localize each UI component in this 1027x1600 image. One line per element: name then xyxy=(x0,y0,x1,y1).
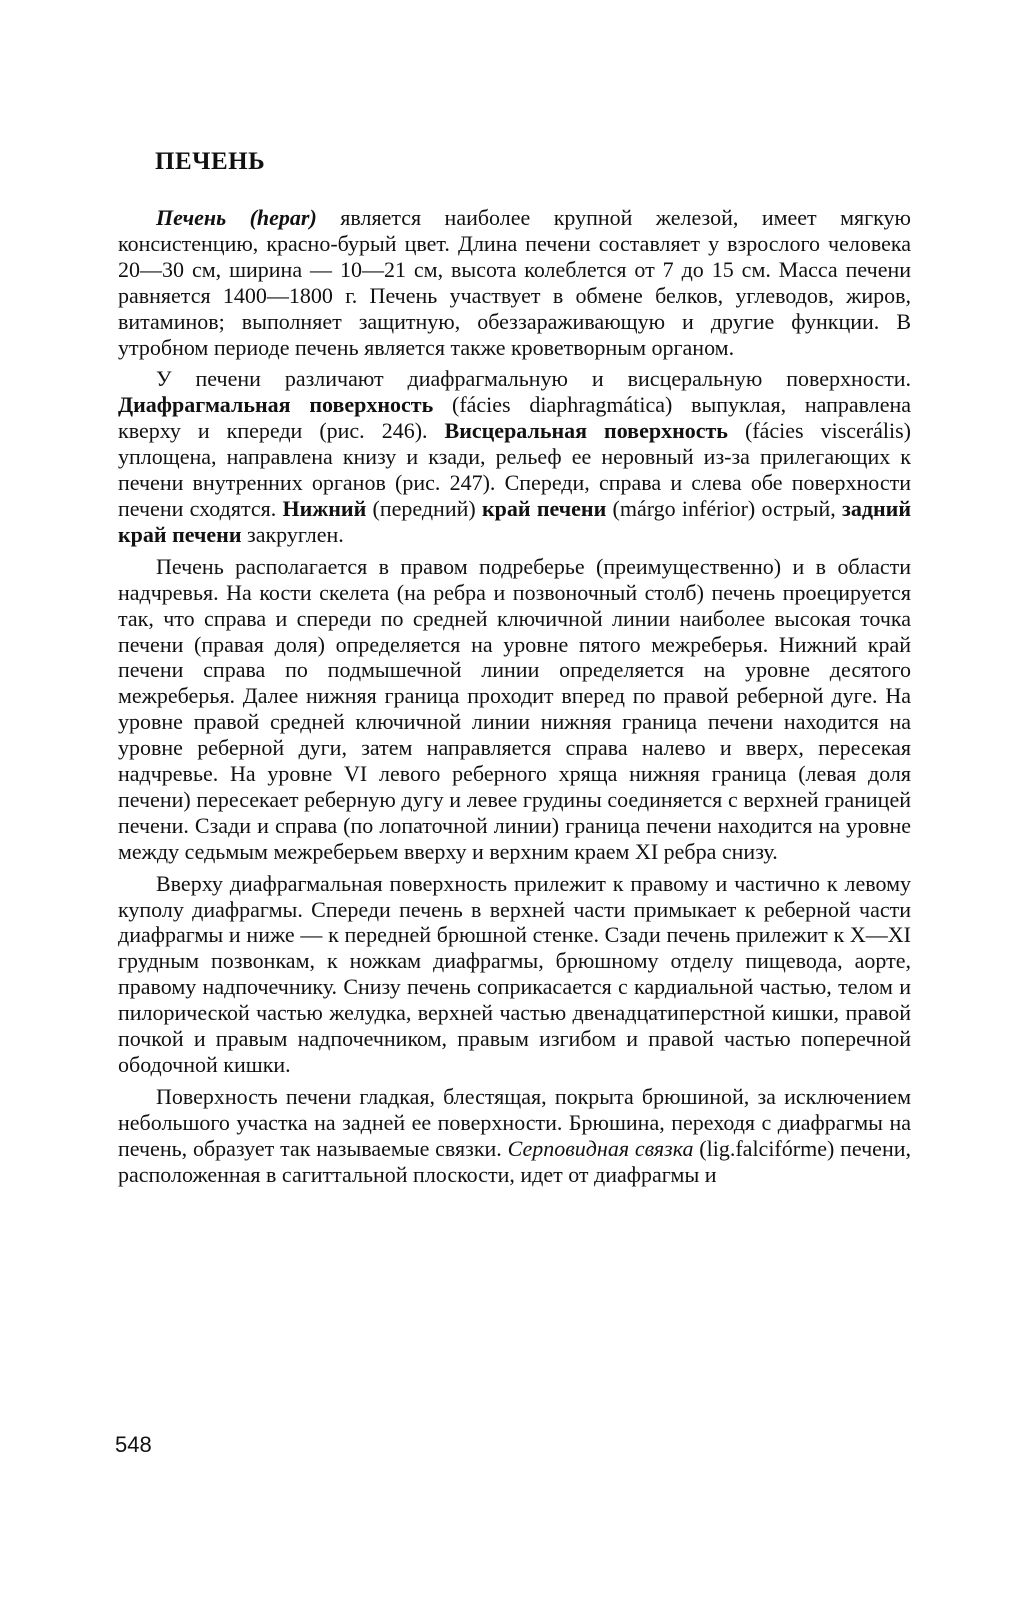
term-visceral-surface: Висцеральная поверхность xyxy=(444,418,728,444)
paragraph-2-text-6: закруглен. xyxy=(241,521,344,547)
term-diaphragmatic-surface: Диафрагмальная поверхность xyxy=(118,392,434,418)
paragraph-2 xyxy=(118,366,911,547)
section-heading: ПЕЧЕНЬ xyxy=(155,148,266,175)
paragraph-1 xyxy=(118,205,911,360)
term-falciform-ligament: Серповидная связка xyxy=(507,1135,694,1161)
paragraph-5-text-2: (lig.falcifórme) печени, расположенная в сагиттальной плоскости, идет от диафрагмы и xyxy=(118,1135,911,1187)
paragraph-4: Вверху диафрагмальная поверхность прилежит к правому и частично к левому куполу диафрагмы. Спереди печень в верхней части примыкает к реберной части диафрагмы и ниже — к передней брюшной стенке. Сзади печень прилежит к X—XI грудным позвонкам, к ножкам диафрагмы, брюшному отделу пищевода, аорте, правому надпочечнику. Снизу печень соприкасается с кардиальной частью, телом и пилорической частью желудка, верхней частью двенадцатиперстной кишки, правой почкой и правым надпочечником, правым изгибом и правой частью поперечной ободочной кишки. xyxy=(118,870,911,1077)
paragraph-2-text-5: (márgo inférior) острый, xyxy=(606,495,842,521)
term-posterior-edge: задний край печени xyxy=(118,495,911,547)
paragraph-1-text: является наиболее крупной железой, имеет мягкую консистенцию, красно-бурый цвет. Длина печени составляет у взрослого человека 20—30 см, ширина — 10—21 см, высота колеблется от 7 до 15 см. Масса печени равняется 1400—1800 г. Печень участвует в обмене белков, углеводов, жиров, витаминов; выполняет защитную, обеззараживающую и другие функции. В утробном периоде печень является также кроветворным органом. xyxy=(118,205,911,360)
term-liver: Печень (hepar) xyxy=(156,205,317,230)
paragraph-3: Печень располагается в правом подреберье (преимущественно) и в области надчревья. На кости скелета (на ребра и позвоночный столб) печень проецируется так, что справа и спереди по средней ключичной линии наиболее высокая точка печени (правая доля) определяется на уровне пятого межреберья. Нижний край печени справа по подмышечной линии определяется на уровне десятого межреберья. Далее нижняя граница проходит вперед по правой реберной дуге. На уровне правой средней ключичной линии нижняя граница печени находится на уровне реберной дуги, затем направляется справа налево и вверх, пересекая надчревье. На уровне VI левого реберного хряща нижняя граница (левая доля печени) пересекает реберную дугу и левее грудины соединяется с верхней границей печени. Сзади и справа (по лопаточной линии) граница печени находится на уровне между седьмым межреберьем вверху и верхним краем XI ребра снизу. xyxy=(118,553,911,864)
paragraph-5-text-1: Поверхность печени гладкая, блестящая, покрыта брюшиной, за исключением небольшого участка на задней ее поверхности. Брюшина, переходя с диафрагмы на печень, образует так называемые связки. xyxy=(118,1083,911,1161)
paragraph-5 xyxy=(118,1084,911,1188)
body-text xyxy=(118,205,911,1194)
term-liver-edge: край печени xyxy=(481,495,607,521)
term-lower: Нижний xyxy=(282,495,367,521)
paragraph-2-text-3: (fácies viscerális) уплощена, направлена книзу и кзади, рельеф ее неровный из-за прилегающих к печени внутренних органов (рис. 247). Спереди, справа и слева обе поверхности печени сходятся. xyxy=(118,418,911,521)
paragraph-2-text-2: (fácies diaphragmática) выпуклая, направлена кверху и кпереди (рис. 246). xyxy=(118,392,911,444)
paragraph-2-text-4: (передний) xyxy=(366,495,482,521)
paragraph-2-text-1: У печени различают диафрагмальную и висцеральную поверхности. xyxy=(156,366,911,392)
page-number: 548 xyxy=(115,1432,152,1457)
